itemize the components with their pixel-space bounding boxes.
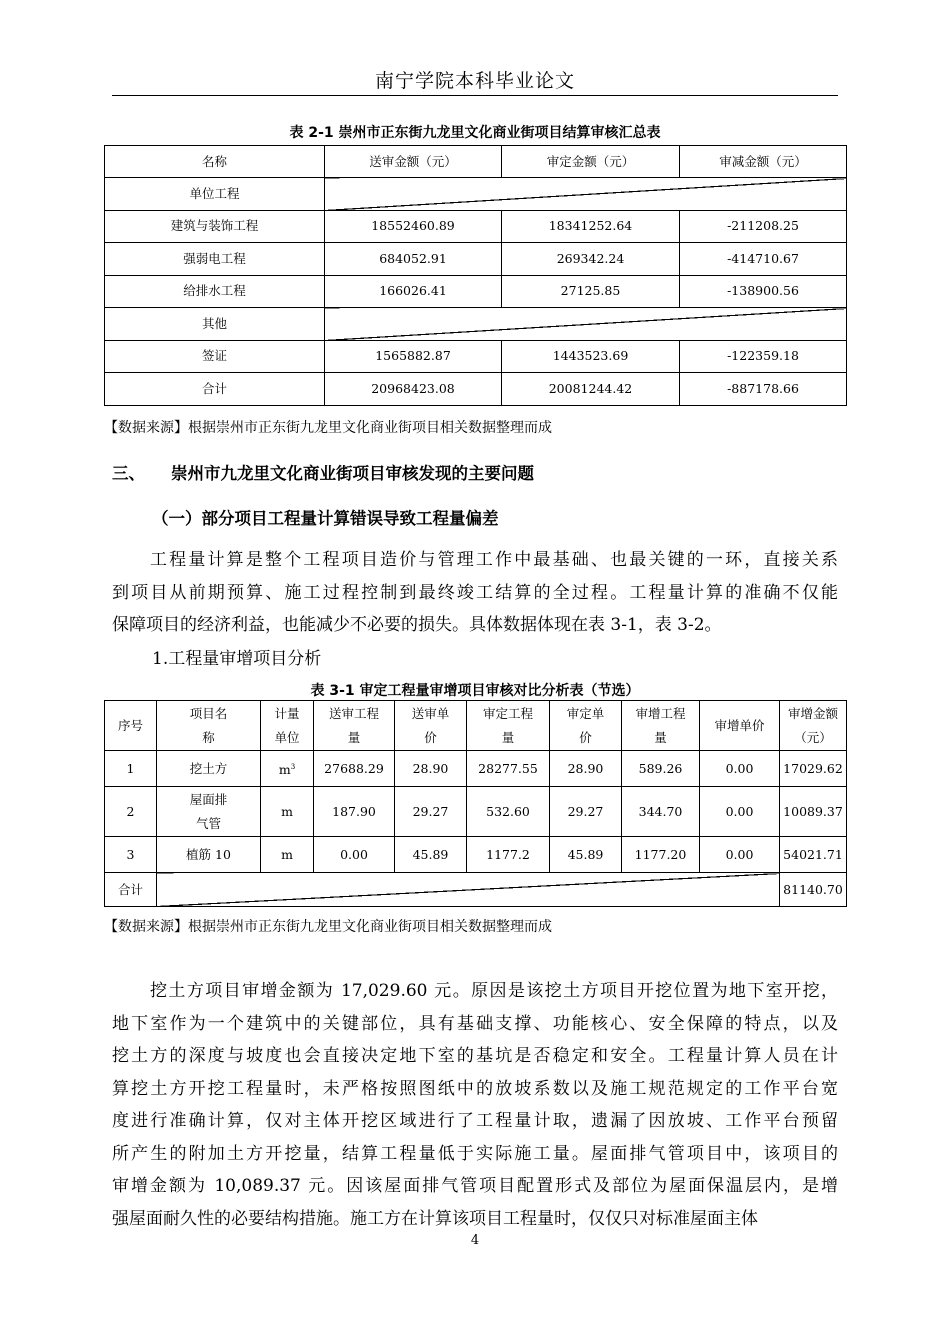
value-cell: 20081244.42	[502, 373, 680, 406]
value-cell: 17029.62	[780, 751, 847, 787]
table1-header-cell: 送审金额（元）	[325, 146, 502, 178]
table2-header-cell	[780, 701, 847, 751]
table-row	[105, 373, 847, 406]
paragraph-line: 保障项目的经济利益，也能减少不必要的损失。具体数据体现在表 3-1，表 3-2。	[112, 615, 722, 635]
paragraph-line: 度进行准确计算，仅对主体开挖区域进行了工程量计取，遗漏了因放坡、工作平台预留	[112, 1111, 838, 1131]
header-line: 称	[202, 729, 215, 745]
paragraph-line: 算挖土方开挖工程量时，未严格按照图纸中的放坡系数以及施工规范规定的工作平台宽	[112, 1078, 838, 1099]
value-cell: 29.27	[550, 787, 622, 837]
table1-header-cell: 审减金额（元）	[680, 146, 847, 178]
value-cell: 187.90	[314, 787, 395, 837]
section-title: 崇州市九龙里文化商业街项目审核发现的主要问题	[171, 464, 534, 483]
value-cell: 29.27	[395, 787, 467, 837]
unit: m	[281, 846, 293, 862]
name-line: 植筋 10	[186, 846, 231, 862]
row-number: 3	[105, 837, 157, 873]
table-row	[105, 837, 847, 873]
table2-header-row	[105, 701, 847, 751]
table2-header-cell	[314, 701, 395, 751]
paragraph-line: 挖土方的深度与坡度也会直接决定地下室的基坑是否稳定和安全。工程量计算人员在计	[112, 1046, 838, 1066]
diagonal-cell	[325, 308, 847, 341]
table-row	[105, 210, 847, 243]
value-cell: 344.70	[622, 787, 700, 837]
name-line: 气管	[195, 815, 221, 831]
value-cell: 20968423.08	[325, 373, 502, 406]
table1-caption: 表 2-1 崇州市正东街九龙里文化商业街项目结算审核汇总表	[289, 125, 661, 141]
value-cell: 10089.37	[780, 787, 847, 837]
value-cell: 54021.71	[780, 837, 847, 873]
value-cell: 18552460.89	[325, 210, 502, 243]
name-line: 挖土方	[189, 760, 228, 776]
unit-cell	[261, 837, 314, 873]
table2-header-cell	[550, 701, 622, 751]
table2-caption: 表 3-1 审定工程量审增项目审核对比分析表（节选）	[310, 683, 640, 699]
header-line: 价	[424, 729, 437, 745]
row-label: 给排水工程	[105, 275, 325, 308]
row-label: 签证	[105, 340, 325, 373]
diagonal-cell	[325, 178, 847, 211]
table2-source: 【数据来源】根据崇州市正东街九龙里文化商业街项目相关数据整理而成	[104, 919, 552, 935]
header-line: 审增金额	[787, 705, 838, 721]
value-cell: 1443523.69	[502, 340, 680, 373]
value-cell: 0.00	[700, 751, 780, 787]
table1-header-cell: 审定金额（元）	[502, 146, 680, 178]
value-cell: 28277.55	[467, 751, 550, 787]
value-cell: -211208.25	[680, 210, 847, 243]
item-name	[157, 751, 261, 787]
section-heading	[112, 460, 534, 484]
table1-header-row	[105, 146, 847, 178]
value-cell: -414710.67	[680, 243, 847, 276]
table-row	[105, 340, 847, 373]
header-line: 送审单	[411, 705, 450, 721]
header-line: 单位	[274, 729, 300, 745]
value-cell: 166026.41	[325, 275, 502, 308]
paragraph-line: 强屋面耐久性的必要结构措施。施工方在计算该项目工程量时，仅仅只对标准屋面主体	[112, 1208, 758, 1229]
value-cell: 269342.24	[502, 243, 680, 276]
diagonal-cell	[157, 873, 780, 907]
header-line: 量	[501, 729, 515, 745]
item-name	[157, 787, 261, 837]
page-number: 4	[470, 1233, 480, 1248]
value-cell: 1177.2	[467, 837, 550, 873]
value-cell: 45.89	[395, 837, 467, 873]
header-line: 审增工程	[635, 705, 686, 721]
table2-header-cell	[700, 701, 780, 751]
table2-header-cell	[261, 701, 314, 751]
table1-header-cell: 名称	[105, 146, 325, 178]
running-header: 南宁学院本科毕业论文	[374, 70, 575, 92]
item-heading: 1.工程量审增项目分析	[152, 649, 322, 669]
row-label: 其他	[105, 308, 325, 341]
header-rule	[112, 95, 838, 96]
table-row	[105, 751, 847, 787]
value-cell: 18341252.64	[502, 210, 680, 243]
value-cell: -138900.56	[680, 275, 847, 308]
value-cell: 0.00	[700, 837, 780, 873]
summary-table	[104, 145, 847, 406]
header-line: 计量	[274, 705, 300, 721]
header-line: 项目名	[189, 705, 228, 721]
paragraph-2	[112, 975, 838, 1235]
value-cell: 45.89	[550, 837, 622, 873]
table-row	[105, 243, 847, 276]
paragraph-line: 审增金额为 10,089.37 元。因该屋面排气管项目配置形式及部位为屋面保温层内，是增	[112, 1176, 838, 1196]
paragraph-line: 到项目从前期预算、施工过程控制到最终竣工结算的全过程。工程量计算的准确不仅能	[112, 582, 838, 603]
value-cell: 684052.91	[325, 243, 502, 276]
value-cell: -122359.18	[680, 340, 847, 373]
paragraph-line: 挖土方项目审增金额为 17,029.60 元。原因是该挖土方项目开挖位置为地下室开挖，	[150, 981, 838, 1001]
paragraph-line: 所产生的附加土方开挖量，结算工程量低于实际施工量。屋面排气管项目中，该项目的	[112, 1143, 838, 1164]
item-name	[157, 837, 261, 873]
table-row	[105, 178, 847, 211]
table-row	[105, 308, 847, 341]
row-number: 2	[105, 787, 157, 837]
paragraph-line: 地下室作为一个建筑中的关键部位，具有基础支撑、功能核心、安全保障的特点，以及	[112, 1013, 838, 1034]
value-cell: 532.60	[467, 787, 550, 837]
value-cell: 27125.85	[502, 275, 680, 308]
value-cell: 0.00	[700, 787, 780, 837]
header-line: 量	[654, 729, 667, 745]
row-number: 1	[105, 751, 157, 787]
table2-header-cell	[105, 701, 157, 751]
value-cell: 0.00	[314, 837, 395, 873]
table2-header-cell	[622, 701, 700, 751]
row-label: 合计	[105, 373, 325, 406]
table-row	[105, 787, 847, 837]
value-cell: 589.26	[622, 751, 700, 787]
header-line: 审增单价	[714, 717, 765, 733]
header-line: 审定工程	[482, 705, 533, 721]
value-cell: 1565882.87	[325, 340, 502, 373]
value-cell: 1177.20	[622, 837, 700, 873]
table-row	[105, 275, 847, 308]
value-cell: 28.90	[550, 751, 622, 787]
table2-header-cell	[467, 701, 550, 751]
row-label: 单位工程	[105, 178, 325, 211]
header-line: 送审工程	[328, 705, 379, 721]
paragraph-1	[112, 544, 838, 642]
table2-header-cell	[157, 701, 261, 751]
value-cell: -887178.66	[680, 373, 847, 406]
paragraph-line: 工程量计算是整个工程项目造价与管理工作中最基础、也最关键的一环，直接关系	[150, 550, 838, 570]
value-cell: 28.90	[395, 751, 467, 787]
header-line: 价	[579, 729, 592, 745]
table2-header-cell	[395, 701, 467, 751]
row-label: 强弱电工程	[105, 243, 325, 276]
unit: m	[278, 762, 291, 778]
row-label: 建筑与装饰工程	[105, 210, 325, 243]
section-number: 三、	[112, 464, 145, 483]
header-line: 序号	[117, 717, 143, 733]
total-row	[105, 873, 847, 907]
unit-superscript: 3	[290, 762, 296, 771]
name-line: 屋面排	[189, 791, 228, 807]
subsection-heading: （一）部分项目工程量计算错误导致工程量偏差	[152, 509, 499, 528]
header-line: （元）	[794, 729, 832, 745]
comparison-table	[104, 700, 847, 907]
unit-cell	[261, 751, 314, 787]
table1-source: 【数据来源】根据崇州市正东街九龙里文化商业街项目相关数据整理而成	[104, 420, 552, 436]
header-line: 量	[347, 729, 361, 745]
unit-cell	[261, 787, 314, 837]
total-label: 合计	[105, 873, 157, 907]
total-value: 81140.70	[780, 873, 847, 907]
header-line: 审定单	[566, 705, 605, 721]
value-cell: 27688.29	[314, 751, 395, 787]
unit: m	[281, 803, 293, 819]
